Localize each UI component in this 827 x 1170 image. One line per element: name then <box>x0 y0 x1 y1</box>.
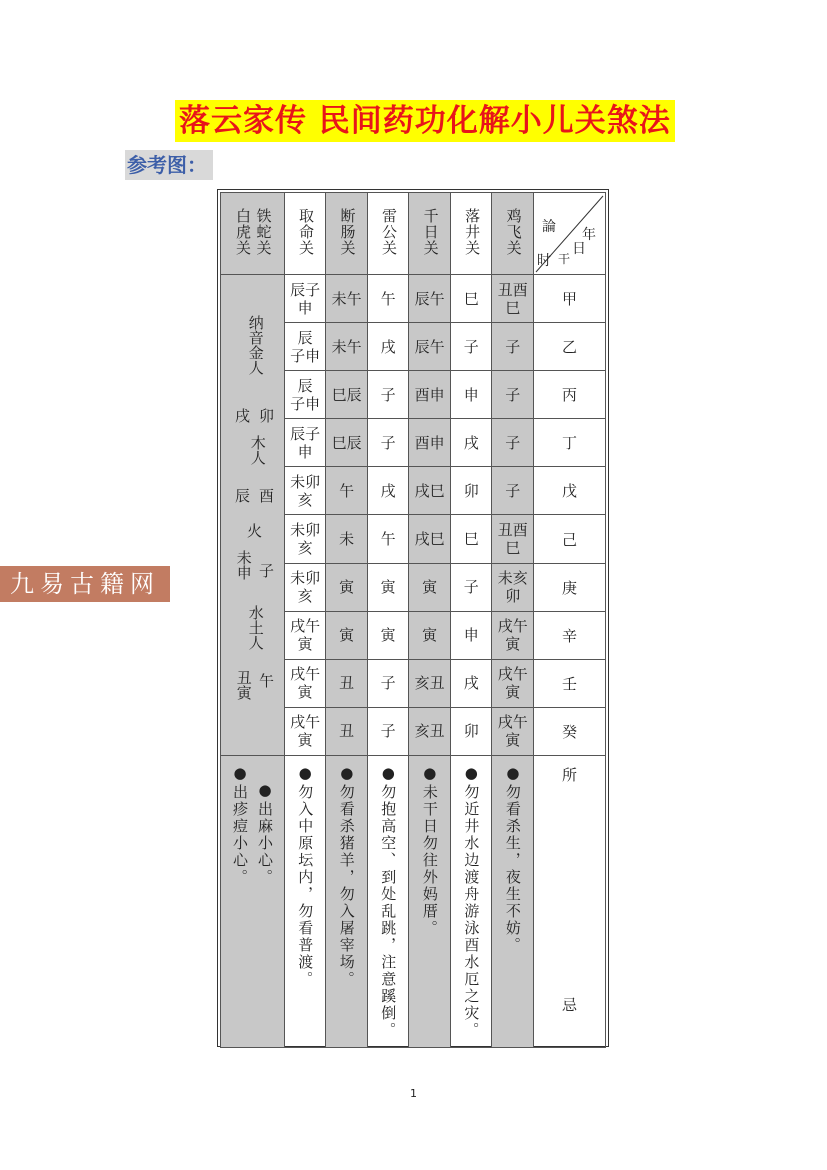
cell-text: 戌 <box>380 337 396 356</box>
cell-text: 寅 <box>422 626 438 645</box>
cell-text: 辰 <box>297 376 313 395</box>
cell-text: 酉申 <box>414 385 445 404</box>
nayin-chouyin: 丑寅 <box>234 670 253 700</box>
cell-text: 申 <box>463 385 479 404</box>
suoji-cell <box>534 756 606 1048</box>
table-cell <box>492 467 534 515</box>
cell-text: 子 <box>380 674 396 693</box>
table-cell <box>409 515 451 563</box>
reference-label: 参考图： <box>125 150 213 180</box>
cell-text: 子 <box>380 433 396 452</box>
table-cell <box>367 611 409 659</box>
cell-text: 巳 <box>505 298 521 317</box>
header-qianri: 千日关 <box>409 193 451 275</box>
restriction-quming-cell <box>284 756 326 1048</box>
cell-text: 申 <box>463 626 479 645</box>
table-cell <box>409 275 451 323</box>
restriction-tieshe: ●出麻小心。 <box>256 781 275 886</box>
table-cell <box>409 371 451 419</box>
cell-text: 卯 <box>463 722 479 741</box>
gan-cell: 丁 <box>534 419 606 467</box>
nayin-mao: 卯 <box>259 407 275 425</box>
cell-text: 丑 <box>339 674 355 693</box>
cell-text: 午 <box>380 289 396 308</box>
gan-cell: 壬 <box>534 659 606 707</box>
cell-text: 未午 <box>331 337 362 356</box>
table-cell <box>284 563 326 611</box>
cell-text: 子 <box>380 385 396 404</box>
cell-text: 寅 <box>380 578 396 597</box>
restriction-baihu-tieshe <box>221 756 285 1048</box>
restriction-duanchang-cell <box>326 756 368 1048</box>
cell-text: 申 <box>297 298 313 317</box>
cell-text: 亥丑 <box>414 674 445 693</box>
cell-text: 午 <box>339 481 355 500</box>
cell-text: 丑酉 <box>497 280 528 299</box>
cell-text: 辰午 <box>414 289 445 308</box>
cell-text: 亥 <box>297 539 313 558</box>
document-title: 落云家传 民间药功化解小儿关煞法 <box>175 100 675 142</box>
cell-text: 未午 <box>331 289 362 308</box>
cell-text: 申 <box>297 442 313 461</box>
table-cell <box>450 275 492 323</box>
cell-text: 寅 <box>380 626 396 645</box>
suoji-suo: 所 <box>562 766 578 784</box>
cell-text: 巳辰 <box>331 433 362 452</box>
cell-text: 寅 <box>422 578 438 597</box>
cell-text: 寅 <box>297 731 313 750</box>
cell-text: 子 <box>380 722 396 741</box>
table-cell <box>492 563 534 611</box>
cell-text: 寅 <box>505 683 521 702</box>
table-cell <box>450 611 492 659</box>
cell-text: 戌午 <box>497 713 528 732</box>
table-cell <box>367 371 409 419</box>
cell-text: 寅 <box>505 731 521 750</box>
table-cell <box>492 659 534 707</box>
gan-cell: 庚 <box>534 563 606 611</box>
table-cell <box>367 659 409 707</box>
table-cell <box>492 419 534 467</box>
table-cell <box>450 419 492 467</box>
cell-text: 辰子 <box>290 424 321 443</box>
header-duanchang: 断肠关 <box>326 193 368 275</box>
table-cell <box>367 707 409 755</box>
table-cell <box>492 323 534 371</box>
table-cell <box>409 419 451 467</box>
cell-text: 亥丑 <box>414 722 445 741</box>
nayin-jin-person: 纳音金人 <box>246 315 265 375</box>
nayin-xu: 戌 <box>235 407 251 425</box>
gan-cell: 己 <box>534 515 606 563</box>
restriction-baihu: ●出疹痘小心。 <box>231 764 250 886</box>
gan-cell: 癸 <box>534 707 606 755</box>
header-baihu: 白虎关 <box>234 207 253 256</box>
table-cell <box>284 275 326 323</box>
nayin-weishen: 未申 <box>234 550 253 580</box>
restriction-qianri-cell <box>409 756 451 1048</box>
watermark-logo: 九易古籍网 <box>0 566 170 602</box>
gan-cell: 乙 <box>534 323 606 371</box>
corner-lun: 論 <box>542 218 557 235</box>
nayin-wu: 午 <box>259 672 275 690</box>
table-cell <box>409 467 451 515</box>
cell-text: 亥 <box>297 490 313 509</box>
table-cell <box>326 467 368 515</box>
table-cell <box>450 323 492 371</box>
cell-text: 子 <box>463 337 479 356</box>
table-cell <box>367 467 409 515</box>
table-cell <box>326 371 368 419</box>
cell-text: 卯 <box>505 587 521 606</box>
header-luojing: 落井关 <box>450 193 492 275</box>
table-cell <box>492 611 534 659</box>
table-cell <box>409 323 451 371</box>
header-tieshe: 铁蛇关 <box>254 207 273 256</box>
cell-text: 寅 <box>297 635 313 654</box>
cell-text: 未 <box>339 530 355 549</box>
cell-text: 子 <box>505 337 521 356</box>
table-cell <box>326 275 368 323</box>
table-cell <box>284 419 326 467</box>
restriction-leigong: ●勿抱高空、到处乱跳，注意蹊倒。 <box>379 764 398 1039</box>
cell-text: 戌午 <box>290 665 321 684</box>
cell-text: 戌 <box>463 674 479 693</box>
cell-text: 辰子 <box>290 280 321 299</box>
gan-cell: 辛 <box>534 611 606 659</box>
restriction-quming: ●勿入中原坛内，勿看普渡。 <box>296 764 315 988</box>
cell-text: 巳辰 <box>331 385 362 404</box>
table-cell <box>284 611 326 659</box>
restriction-duanchang: ●勿看杀猪羊，勿入屠宰场。 <box>337 764 356 988</box>
cell-text: 戌午 <box>497 665 528 684</box>
header-baihu-tieshe <box>221 193 285 275</box>
cell-text: 子 <box>505 385 521 404</box>
nayin-huo: 火 <box>247 522 263 540</box>
restriction-jifei: ●勿看杀生，夜生不妨。 <box>503 764 522 954</box>
table-cell <box>367 563 409 611</box>
cell-text: 辰 <box>297 328 313 347</box>
cell-text: 丑 <box>339 722 355 741</box>
table-cell <box>450 659 492 707</box>
table-cell <box>284 515 326 563</box>
header-quming: 取命关 <box>284 193 326 275</box>
corner-nian: 年 <box>582 226 597 243</box>
guansha-table <box>217 189 609 1047</box>
table-cell <box>326 419 368 467</box>
restriction-qianri: ●未干日勿往外妈厝。 <box>420 764 439 937</box>
cell-text: 巳 <box>463 289 479 308</box>
cell-text: 子申 <box>290 394 321 413</box>
table-cell <box>284 659 326 707</box>
corner-shi: 时 <box>537 252 552 269</box>
table-cell <box>450 371 492 419</box>
table-cell <box>326 563 368 611</box>
cell-text: 戌 <box>463 433 479 452</box>
header-jifei: 鸡飞关 <box>492 193 534 275</box>
nayin-mu-person: 木人 <box>248 435 267 465</box>
table-cell <box>409 659 451 707</box>
cell-text: 卯 <box>463 481 479 500</box>
table-cell <box>409 707 451 755</box>
table-cell <box>367 275 409 323</box>
cell-text: 戌巳 <box>414 530 445 549</box>
table-cell <box>326 707 368 755</box>
nayin-chen: 辰 <box>235 487 251 505</box>
table-cell <box>450 515 492 563</box>
table-cell <box>492 371 534 419</box>
table-cell <box>284 707 326 755</box>
table-cell <box>450 707 492 755</box>
table-cell <box>409 563 451 611</box>
cell-text: 戌 <box>380 481 396 500</box>
nayin-shuitu-person: 水土人 <box>246 605 265 650</box>
cell-text: 寅 <box>339 626 355 645</box>
cell-text: 寅 <box>505 635 521 654</box>
nayin-cell <box>221 275 285 756</box>
table-cell <box>326 323 368 371</box>
table-cell <box>492 515 534 563</box>
restriction-jifei-cell <box>492 756 534 1048</box>
cell-text: 巳 <box>505 539 521 558</box>
cell-text: 未卯 <box>290 521 321 540</box>
cell-text: 午 <box>380 530 396 549</box>
table-cell <box>326 659 368 707</box>
cell-text: 戌午 <box>497 617 528 636</box>
table-cell <box>326 611 368 659</box>
table-cell <box>450 467 492 515</box>
cell-text: 寅 <box>339 578 355 597</box>
table-cell <box>450 563 492 611</box>
gan-cell: 甲 <box>534 275 606 323</box>
table-cell <box>284 467 326 515</box>
table-cell <box>367 419 409 467</box>
table-cell <box>284 323 326 371</box>
cell-text: 戌午 <box>290 617 321 636</box>
table-row <box>221 275 606 323</box>
cell-text: 戌巳 <box>414 481 445 500</box>
cell-text: 丑酉 <box>497 521 528 540</box>
cell-text: 巳 <box>463 530 479 549</box>
header-leigong: 雷公关 <box>367 193 409 275</box>
table-cell <box>492 707 534 755</box>
nayin-you: 酉 <box>259 487 275 505</box>
page-number: 1 <box>410 1087 417 1100</box>
restriction-leigong-cell <box>367 756 409 1048</box>
cell-text: 子申 <box>290 346 321 365</box>
cell-text: 辰午 <box>414 337 445 356</box>
cell-text: 未卯 <box>290 472 321 491</box>
table-cell <box>284 371 326 419</box>
table-cell <box>492 275 534 323</box>
restriction-luojing: ●勿近井水边渡舟游泳酉水厄之灾。 <box>462 764 481 1039</box>
cell-text: 亥 <box>297 587 313 606</box>
nayin-zi: 子 <box>259 562 275 580</box>
suoji-ji: 忌 <box>562 996 578 1014</box>
cell-text: 戌午 <box>290 713 321 732</box>
gan-cell: 丙 <box>534 371 606 419</box>
restriction-luojing-cell <box>450 756 492 1048</box>
table-cell <box>409 611 451 659</box>
cell-text: 子 <box>505 433 521 452</box>
corner-ri: 日 <box>572 240 587 257</box>
gan-cell: 戊 <box>534 467 606 515</box>
corner-gan: 干 <box>558 251 571 266</box>
cell-text: 子 <box>505 481 521 500</box>
cell-text: 酉申 <box>414 433 445 452</box>
cell-text: 子 <box>463 578 479 597</box>
table-cell <box>367 323 409 371</box>
cell-text: 未亥 <box>497 569 528 588</box>
corner-cell <box>534 193 606 275</box>
table-cell <box>367 515 409 563</box>
table-cell <box>326 515 368 563</box>
cell-text: 未卯 <box>290 569 321 588</box>
cell-text: 寅 <box>297 683 313 702</box>
